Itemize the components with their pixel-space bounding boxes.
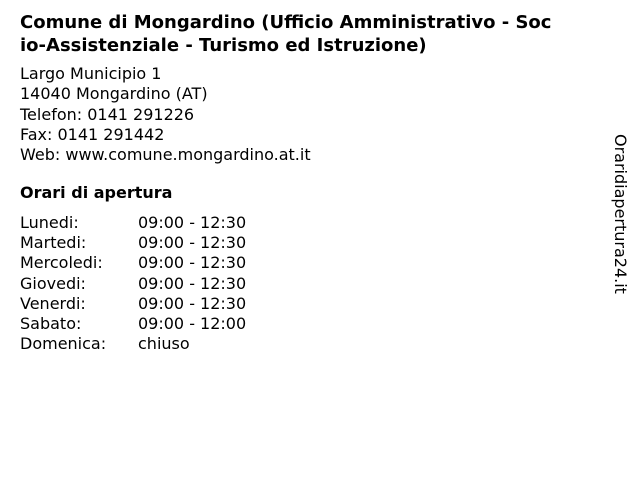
hours-row-mercoledi (20, 253, 246, 273)
phone-number: Telefon: 0141 291226 (20, 104, 195, 124)
city-address: 14040 Mongardino (AT) (20, 84, 208, 104)
opening-hours-list (20, 213, 246, 354)
site-watermark: Oraridiapertura24.it (611, 134, 630, 294)
hours-day: Giovedi: (20, 273, 86, 293)
hours-time: 09:00 - 12:30 (138, 233, 247, 253)
hours-day: Sabato: (20, 314, 82, 334)
page-title: Comune di Mongardino (Ufficio Amministrativo - Soc io-Assistenziale - Turismo ed Istruzione) (20, 12, 552, 56)
hours-time: 09:00 - 12:30 (138, 213, 247, 232)
hours-heading: Orari di apertura (20, 183, 173, 202)
hours-row-martedi (20, 233, 246, 253)
street-address: Largo Municipio 1 (20, 64, 162, 83)
hours-day: Venerdi: (20, 293, 86, 313)
hours-day: Mercoledi: (20, 253, 103, 273)
hours-row-domenica (20, 334, 246, 354)
address-block (20, 64, 311, 165)
hours-time: 09:00 - 12:30 (138, 293, 247, 313)
hours-row-lunedi (20, 213, 246, 233)
hours-day: Martedi: (20, 233, 87, 253)
website: Web: www.comune.mongardino.at.it (20, 145, 311, 165)
hours-row-sabato (20, 314, 246, 334)
hours-row-venerdi (20, 294, 246, 314)
hours-time: 09:00 - 12:00 (138, 314, 247, 334)
hours-day: Lunedi: (20, 213, 79, 232)
hours-time: 09:00 - 12:30 (138, 253, 247, 273)
hours-time: 09:00 - 12:30 (138, 273, 247, 293)
hours-day: Domenica: (20, 334, 107, 354)
hours-row-giovedi (20, 274, 246, 294)
hours-time: chiuso (138, 334, 190, 354)
fax-number: Fax: 0141 291442 (20, 124, 165, 144)
